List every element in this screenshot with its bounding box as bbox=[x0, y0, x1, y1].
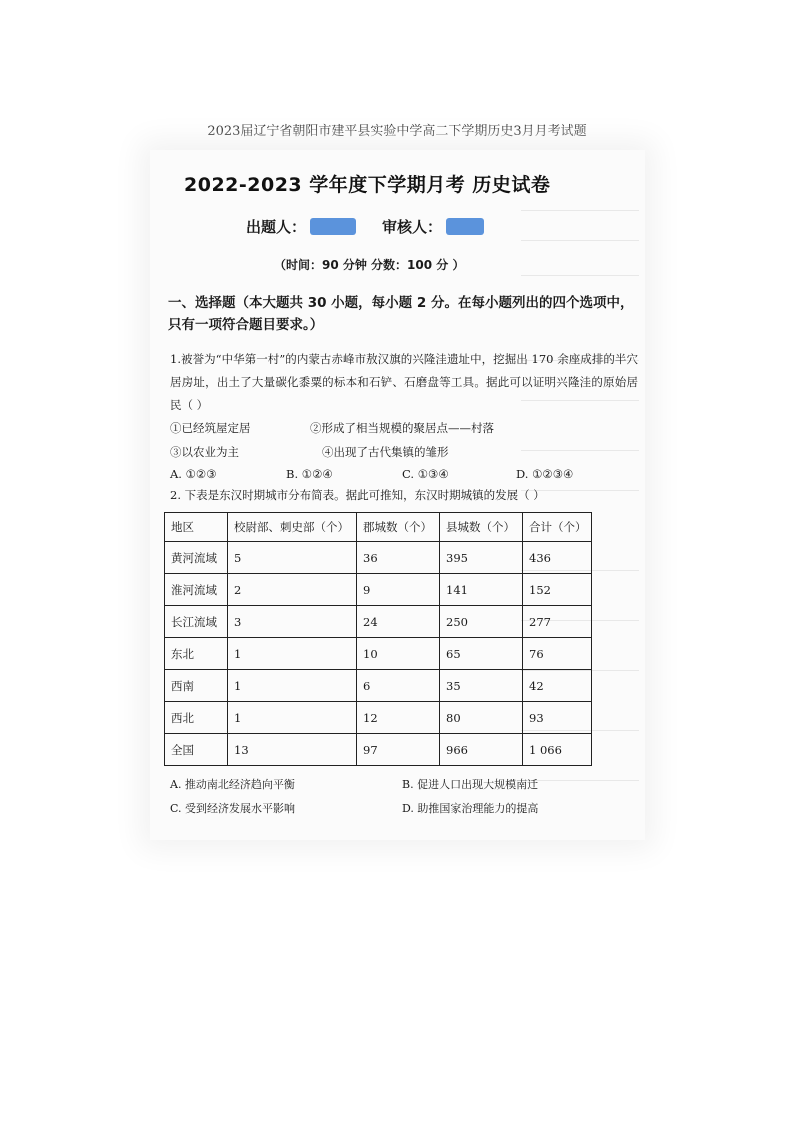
document-title: 2023届辽宁省朝阳市建平县实验中学高二下学期历史3月月考试题 bbox=[207, 124, 587, 139]
table-cell: 277 bbox=[523, 606, 592, 638]
q1-option-b: B. ①②④ bbox=[286, 467, 333, 481]
table-cell: 13 bbox=[228, 734, 357, 766]
table-cell: 西南 bbox=[165, 670, 228, 702]
table-cell: 长江流域 bbox=[165, 606, 228, 638]
q2-option-c: C. 受到经济发展水平影响 bbox=[170, 802, 296, 815]
table-cell: 65 bbox=[440, 638, 523, 670]
q1-statement-1: ①已经筑屋定居 bbox=[170, 421, 251, 435]
table-cell: 35 bbox=[440, 670, 523, 702]
table-row bbox=[165, 542, 592, 574]
table-cell: 395 bbox=[440, 542, 523, 574]
table-cell: 全国 bbox=[165, 734, 228, 766]
table-header: 地区 bbox=[165, 513, 228, 542]
table-cell: 1 bbox=[228, 638, 357, 670]
q2-option-d: D. 助推国家治理能力的提高 bbox=[402, 802, 539, 815]
q1-statement-4: ④出现了古代集镇的雏形 bbox=[322, 445, 449, 459]
table-cell: 1 bbox=[228, 670, 357, 702]
table-cell: 93 bbox=[523, 702, 592, 734]
table-cell: 黄河流域 bbox=[165, 542, 228, 574]
q1-option-d: D. ①②③④ bbox=[516, 467, 574, 481]
q1-statement-3: ③以农业为主 bbox=[170, 445, 239, 459]
table-header-row bbox=[165, 513, 592, 542]
city-distribution-table bbox=[164, 512, 592, 766]
table-row bbox=[165, 734, 592, 766]
table-cell: 42 bbox=[523, 670, 592, 702]
section-heading: 一、选择题（本大题共 30 小题，每小题 2 分。在每小题列出的四个选项中，只有一项符合题目要求。） bbox=[168, 295, 634, 333]
table-cell: 1 bbox=[228, 702, 357, 734]
table-cell: 436 bbox=[523, 542, 592, 574]
table-cell: 西北 bbox=[165, 702, 228, 734]
table-cell: 2 bbox=[228, 574, 357, 606]
table-row bbox=[165, 574, 592, 606]
table-cell: 1 066 bbox=[523, 734, 592, 766]
table-cell: 76 bbox=[523, 638, 592, 670]
table-row bbox=[165, 670, 592, 702]
table-header: 郡城数（个） bbox=[357, 513, 440, 542]
table-cell: 6 bbox=[357, 670, 440, 702]
q1-option-c: C. ①③④ bbox=[402, 467, 449, 481]
table-cell: 24 bbox=[357, 606, 440, 638]
table-header: 县城数（个） bbox=[440, 513, 523, 542]
q1-option-a: A. ①②③ bbox=[170, 467, 217, 481]
table-row bbox=[165, 638, 592, 670]
table-cell: 3 bbox=[228, 606, 357, 638]
q1-statement-2: ②形成了相当规模的聚居点——村落 bbox=[310, 421, 494, 435]
table-cell: 97 bbox=[357, 734, 440, 766]
q2-option-a: A. 推动南北经济趋向平衡 bbox=[170, 778, 295, 791]
table-cell: 5 bbox=[228, 542, 357, 574]
table-cell: 80 bbox=[440, 702, 523, 734]
table-cell: 152 bbox=[523, 574, 592, 606]
table-cell: 东北 bbox=[165, 638, 228, 670]
question-2-stem: 2. 下表是东汉时期城市分布简表。据此可推知，东汉时期城镇的发展（ ） bbox=[170, 488, 545, 502]
question-1-stem: 1.被誉为“中华第一村”的内蒙古赤峰市敖汉旗的兴隆洼遗址中，挖掘出 170 余座成排的半穴居房址，出土了大量碳化黍粟的标本和石铲、石磨盘等工具。据此可以证明兴隆洼的原始居民（ ） bbox=[170, 352, 638, 412]
table-header: 合计（个） bbox=[523, 513, 592, 542]
table-cell: 10 bbox=[357, 638, 440, 670]
redacted-reviewer-name bbox=[446, 218, 484, 235]
table-cell: 36 bbox=[357, 542, 440, 574]
table-cell: 966 bbox=[440, 734, 523, 766]
table-cell: 淮河流域 bbox=[165, 574, 228, 606]
exam-title: 2022-2023 学年度下学期月考 历史试卷 bbox=[184, 174, 551, 196]
setter-label: 出题人： bbox=[246, 218, 307, 236]
table-row bbox=[165, 702, 592, 734]
table-row bbox=[165, 606, 592, 638]
table-cell: 250 bbox=[440, 606, 523, 638]
time-score-info: （时间：90 分钟 分数：100 分 ） bbox=[274, 258, 465, 272]
table-cell: 9 bbox=[357, 574, 440, 606]
table-header: 校尉部、刺史部（个） bbox=[228, 513, 357, 542]
table-cell: 12 bbox=[357, 702, 440, 734]
author-line bbox=[246, 216, 484, 237]
q2-option-b: B. 促进人口出现大规模南迁 bbox=[402, 778, 539, 791]
redacted-setter-name bbox=[310, 218, 356, 235]
reviewer-label: 审核人： bbox=[382, 218, 443, 236]
table-cell: 141 bbox=[440, 574, 523, 606]
